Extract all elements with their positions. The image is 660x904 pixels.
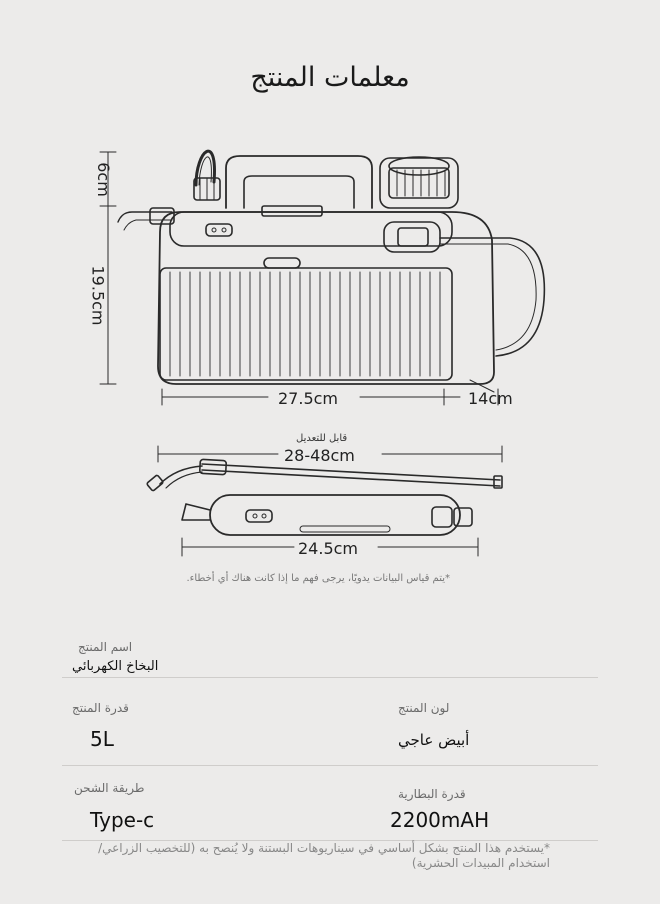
carry-handle bbox=[226, 156, 372, 208]
battery-value: 2200mAH bbox=[390, 808, 490, 832]
usage-note: *يستخدم هذا المنتج بشكل أساسي في سيناريوهات البستنة ولا يُنصح به (للتخصيب الزراعي/استخدام المبيدات الحشرية) bbox=[98, 841, 550, 870]
wand-adjustable-label: قابل للتعديل bbox=[296, 433, 348, 444]
measurement-note: *يتم قياس البيانات يدويًا، يرجى فهم ما إذا كانت هناك أي أخطاء. bbox=[186, 573, 450, 584]
product-name-label: اسم المنتج bbox=[78, 640, 133, 654]
color-value: أبيض عاجي bbox=[398, 731, 470, 749]
sprayer-length-label: 24.5cm bbox=[298, 539, 359, 558]
capacity-label: قدرة المنتج bbox=[72, 701, 129, 715]
body-width-label: 27.5cm bbox=[278, 389, 339, 408]
ribbed-panel bbox=[160, 268, 452, 380]
divider bbox=[62, 677, 598, 678]
charging-label: طريقة الشحن bbox=[74, 781, 145, 795]
power-button bbox=[206, 224, 232, 236]
fill-cap-base bbox=[380, 158, 458, 208]
page-title: معلمات المنتج bbox=[250, 62, 410, 93]
charging-value: Type-c bbox=[90, 808, 155, 832]
product-name-value: البخاخ الكهربائي bbox=[72, 659, 159, 674]
body-depth-label: 14cm bbox=[468, 389, 513, 408]
handle-height-label: 6cm bbox=[93, 162, 113, 197]
battery-label: قدرة البطارية bbox=[398, 787, 466, 801]
wand-length-label: 28-48cm bbox=[284, 446, 355, 465]
capacity-value: 5L bbox=[90, 727, 114, 751]
body-height-label: 19.5cm bbox=[88, 265, 108, 326]
color-label: لون المنتج bbox=[398, 701, 450, 715]
sprayer-unit bbox=[182, 495, 472, 535]
divider bbox=[62, 765, 598, 766]
hose-connector bbox=[384, 222, 440, 252]
indicator-slot bbox=[264, 258, 300, 268]
fill-cap-top bbox=[389, 157, 449, 175]
ribs bbox=[170, 272, 440, 376]
